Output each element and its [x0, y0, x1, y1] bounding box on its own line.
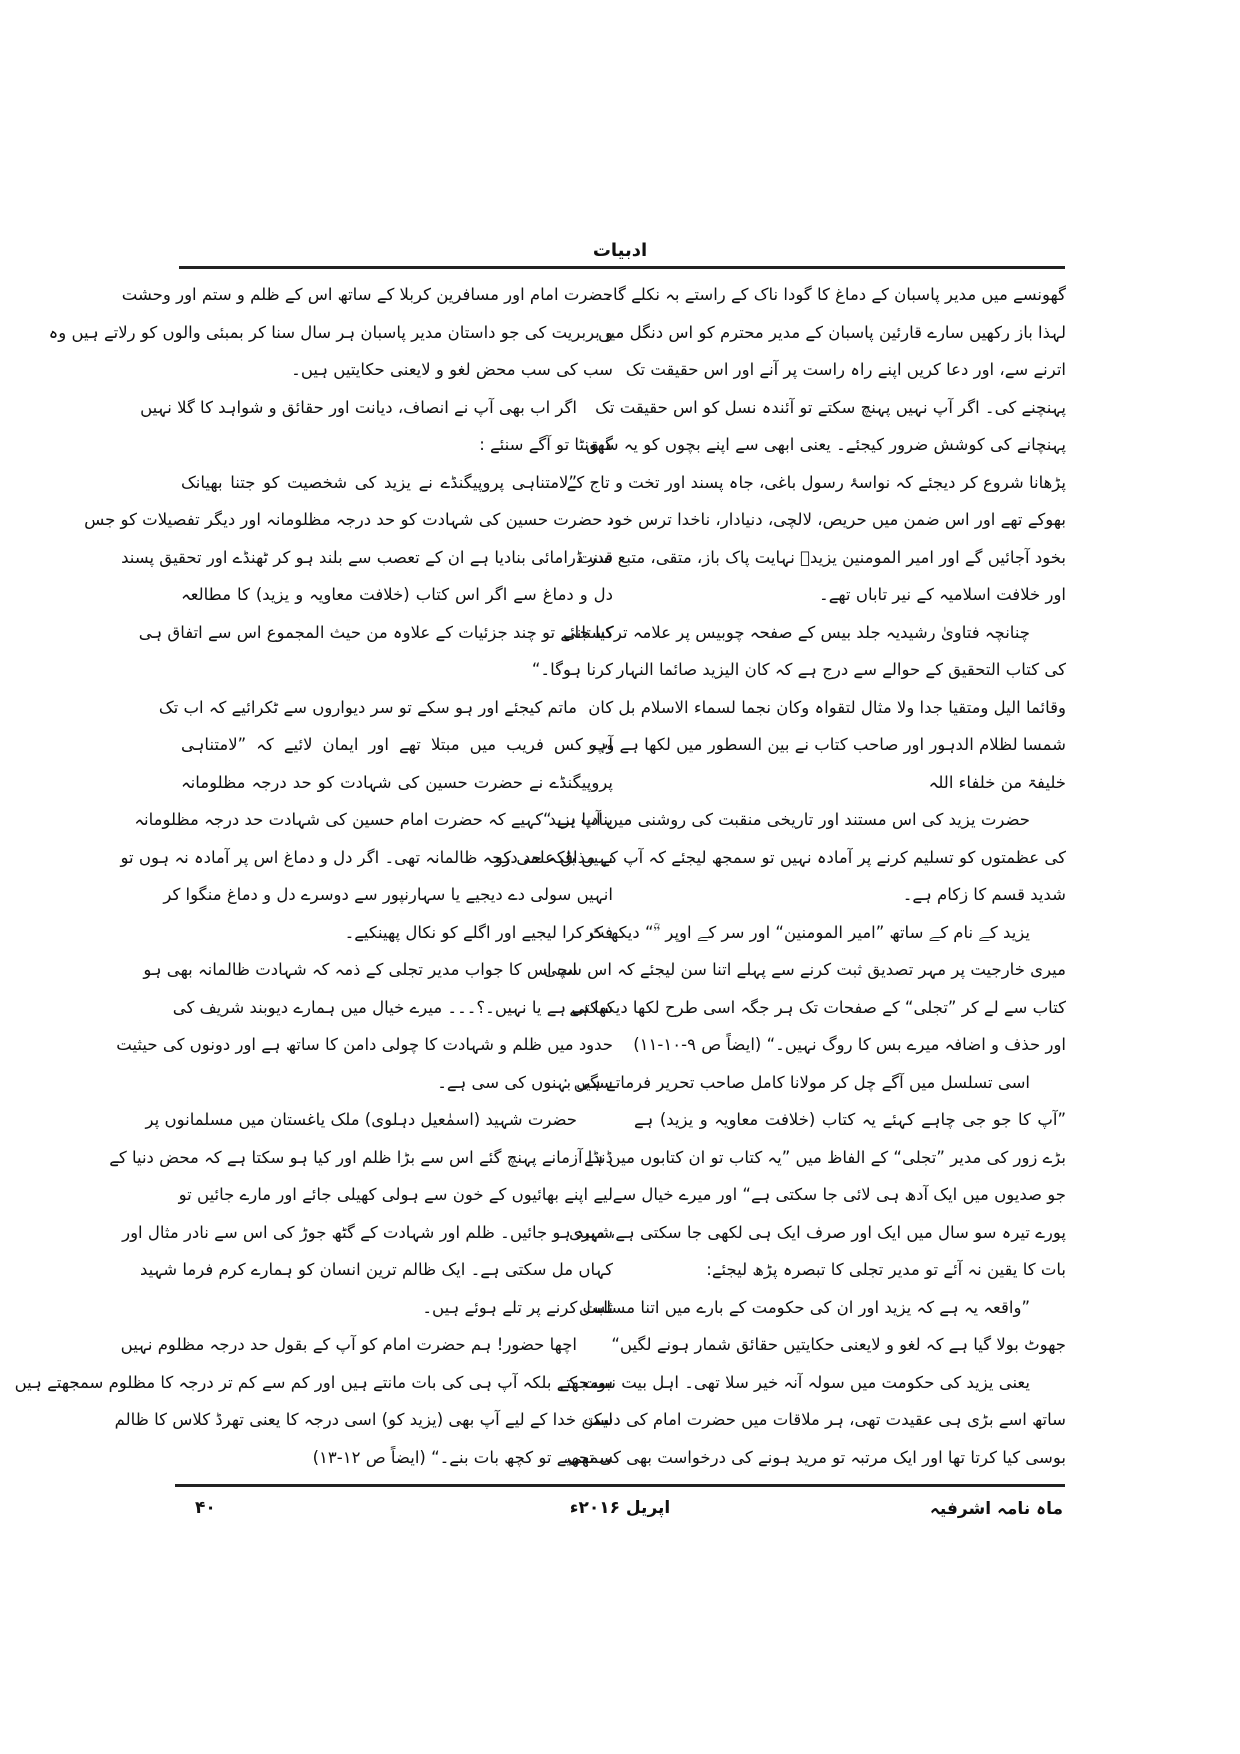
text-line: پروپیگنڈے نے حضرت حسین کی شہادت کو حد درجہ مظلومانہ: [181, 772, 613, 792]
text-line: جو صدیوں میں ایک آدھ ہی لائی جا سکتی ہے“ اور میرے خیال سے: [612, 1185, 1066, 1204]
text-line: ”لامتناہی پروپیگنڈے نے یزید کی شخصیت کو جتنا بھیانک: [181, 472, 577, 492]
paragraph: [116, 951, 613, 1101]
text-line: اترنے سے، اور دعا کریں اپنے راہ راست پر آنے اور اس حقیقت تک: [625, 360, 1066, 379]
text-line: ثابت کرنے پر تلے ہوئے ہیں۔: [422, 1297, 613, 1317]
text-line: کہاں مل سکتی ہے۔ ایک ظالم ترین انسان کو ہمارے کرم فرما شہید: [139, 1260, 613, 1279]
text-line: کی عظمتوں کو تسلیم کرنے پر آمادہ نہیں تو سمجھ لیجئے کہ آپ کے مذاق علمی کو: [494, 847, 1066, 867]
text-line: اور خلافت اسلامیہ کے نیر تاباں تھے۔: [819, 585, 1066, 604]
paragraph: [140, 389, 613, 464]
text-line: وقائما الیل ومتقیا جدا ولا مثال لتقواہ وکان نجما لسماء الاسلام بل کان: [588, 697, 1066, 717]
text-line: شہید ہو جائیں۔ ظلم اور شہادت کے گٹھ جوڑ کی اس سے نادر مثال اور: [122, 1222, 613, 1242]
footer-rule: [175, 1484, 1065, 1487]
text-line: پہنچنے کی۔ اگر آپ نہیں پہنچ سکتے تو آئندہ نسل کو اس حقیقت تک: [595, 397, 1066, 417]
text-line: بوسی کیا کرتا تھا اور ایک مرتبہ تو مرید ہونے کی درخواست بھی کی تھی،: [562, 1447, 1066, 1467]
section-title: ادبیات: [592, 240, 648, 261]
text-line: لیے اپنے بھائیوں کے خون سے ہولی کھیلی جائے اور مارے جائیں تو: [178, 1185, 613, 1204]
text-line: قدر ڈرامائی بنادیا ہے ان کے تعصب سے بلند ہو کر ٹھنڈے اور تحقیق پسند: [121, 547, 613, 567]
text-line: سب کی سب محض لغو و لایعنی حکایتیں ہیں۔: [291, 360, 613, 379]
paragraph: [494, 801, 1066, 914]
text-line: ماتم کیجئے اور ہو سکے تو سر دیواروں سے ٹکرائیے کہ اب تک: [158, 697, 577, 717]
text-line: سمجھیے تو کچھ بات بنے۔“ (ایضاً ص ۱۲-۱۳): [312, 1447, 613, 1467]
paragraph: [48, 276, 613, 389]
text-line: کرنا ہوگا۔“: [531, 660, 613, 679]
text-line: ”آپ کا جو جی چاہے کہئے یہ کتاب (خلافت معاویہ و یزید) ہے: [634, 1110, 1066, 1129]
paragraph: [562, 1064, 1066, 1102]
text-line: لیکن خدا کے لیے آپ بھی (یزید کو) اسی درجہ کا یعنی تھرڈ کلاس کا ظالم: [114, 1410, 613, 1429]
text-line: کتاب سے لے کر ”تجلی“ کے صفحات تک ہر جگہ اسی طرح لکھا دیکھا ہے: [569, 997, 1066, 1017]
text-line: سمجھتے بلکہ آپ ہی کی بات مانتے ہیں اور کم سے کم تر درجہ کا مظلوم سمجھتے ہیں: [14, 1372, 613, 1392]
text-line: حضرت شہید (اسمٰعیل دہلوی) ملک یاغستان میں مسلمانوں پر: [145, 1110, 577, 1129]
text-line: فٹ کرا لیجیے اور اگلے کو نکال پھینکیے۔: [344, 922, 613, 942]
paragraph: [14, 1326, 613, 1476]
page-number: ۴۰: [195, 1498, 216, 1518]
text-line: پہنچانے کی کوشش ضرور کیجئے۔ یعنی ابھی سے اپنے بچوں کو یہ سبق: [585, 435, 1066, 454]
text-line: اسی تسلسل میں آگے چل کر مولانا کامل صاحب تحریر فرماتے ہیں :: [562, 1072, 1030, 1092]
text-line: جھوٹ بولا گیا ہے کہ لغو و لایعنی حکایتیں حقائق شمار ہونے لگیں“: [611, 1335, 1066, 1354]
text-line: حضرت یزید کی اس مستند اور تاریخی منقبت کی روشنی میں آپ یزید: [548, 810, 1030, 829]
text-line: بنادیا ہے “کہیے کہ حضرت امام حسین کی شہادت حد درجہ مظلومانہ: [134, 810, 613, 829]
paragraph: [120, 689, 613, 952]
text-line: خلیفۃ من خلفاء اللہ: [928, 772, 1066, 792]
text-line: انہیں سولی دے دیجیے یا سہارنپور سے دوسرے دل و دماغ منگوا کر: [163, 885, 613, 904]
text-line: کیا جائے تو چند جزئیات کے علاوہ من حیث المجموع اس سے اتفاق ہی: [138, 622, 613, 642]
text-line: پورے تیرہ سو سال میں ایک اور صرف ایک ہی لکھی جا سکتی ہے، میری: [568, 1222, 1066, 1242]
paragraph: [566, 276, 1066, 614]
text-line: یزید کے نام کے ساتھ ”امیر المومنین“ اور سر کے اوپر ”ؒ“ دیکھ کر: [586, 922, 1030, 942]
text-line: و بربریت کی جو داستان مدیر پاسبان ہر سال سنا کر بمبئی والوں کو رلاتے ہیں وہ: [48, 322, 613, 342]
text-line: یعنی یزید کی حکومت میں سولہ آنہ خیر سلا تھی۔ اہل بیت نبوت کے: [559, 1372, 1030, 1392]
paragraph: [109, 1101, 613, 1326]
article-column-left: [14, 276, 613, 1476]
text-line: بخود آجائیں گے اور امیر المومنین یزیدؒ نہایت پاک باز، متقی، متبع سنت: [577, 547, 1066, 567]
text-line: دل و دماغ سے اگر اس کتاب (خلافت معاویہ و یزید) کا مطالعہ: [181, 585, 613, 604]
text-line: لہذا باز رکھیں سارے قارئین پاسبان کے مدیر محترم کو اس دنگل میں: [597, 322, 1066, 342]
paragraph: [568, 1101, 1066, 1289]
text-line: اب اس کا جواب مدیر تجلی کے ذمہ کہ شہادت ظالمانہ بھی ہو: [143, 960, 577, 979]
text-line: اگر اب بھی آپ نے انصاف، دیانت اور حقائق و شواہد کا گلا نہیں: [140, 397, 577, 417]
text-line: پڑھانا شروع کر دیجئے کہ نواسۂ رسول باغی، جاہ پسند اور تخت و تاج کے: [566, 472, 1066, 492]
text-line: بھوکے تھے اور اس ضمن میں حریص، لالچی، دنیادار، ناخدا ترس خود: [606, 510, 1066, 529]
text-line: گھونٹا تو آگے سنئے :: [479, 435, 613, 454]
text-line: میری خارجیت پر مہر تصدیق ثبت کرنے سے پہلے اتنا سن لیجئے کہ اس سچی: [543, 960, 1066, 979]
magazine-name: ماہ نامہ اشرفیہ: [929, 1499, 1063, 1519]
paragraph: [543, 914, 1066, 1064]
text-line: ڈنڈا آزمانے پہنچ گئے اس سے بڑا ظلم اور کیا ہو سکتا ہے کہ محض دنیا کے: [109, 1147, 613, 1167]
text-line: اور حذف و اضافہ میرے بس کا روگ نہیں۔“ (ایضاً ص ۹-۱۰-۱۱): [633, 1035, 1066, 1054]
text-line: کی کتاب التحقیق کے حوالے سے درج ہے کہ کان الیزید صائما النہار: [616, 660, 1066, 679]
text-line: حضرت امام اور مسافرین کربلا کے ساتھ اس کے ظلم و ستم اور وحشت: [121, 285, 613, 304]
text-line: گھونسے میں مدیر پاسبان کے دماغ کا گودا ناک کے راستے بہ نکلے گا۔: [603, 285, 1066, 304]
text-line: اچھا حضور! ہم حضرت امام کو آپ کے بقول حد درجہ مظلوم نہیں: [120, 1335, 577, 1354]
issue-date: اپریل ۲۰۱۶ء: [569, 1498, 671, 1518]
paragraph: [559, 1364, 1066, 1477]
text-line: شدید قسم کا زکام ہے۔: [902, 885, 1066, 904]
text-line: نہیں بلکہ حد درجہ ظالمانہ تھی۔ اگر دل و دماغ اس پر آمادہ نہ ہوں تو: [120, 847, 613, 867]
text-line: شمسا لظلام الدہور اور صاحب کتاب نے بین السطور میں لکھا ہے وہو: [588, 735, 1066, 754]
text-line: ”واقعہ یہ ہے کہ یزید اور ان کی حکومت کے بارے میں اتنا مسلسل: [578, 1297, 1030, 1317]
text-line: ساتھ اسے بڑی ہی عقیدت تھی، ہر ملاقات میں حضرت امام کی دست: [583, 1410, 1066, 1429]
paragraph: [578, 1289, 1066, 1364]
header-rule: [179, 266, 1065, 269]
text-line: ، حضرت حسین کی شہادت کو حد درجہ مظلومانہ اور دیگر تفصیلات کو جس: [84, 510, 613, 529]
text-line: سکتی ہے یا نہیں۔؟۔۔۔ میرے خیال میں ہمارے دیوبند شریف کی: [172, 997, 613, 1017]
text-line: آپ کس فریب میں مبتلا تھے اور ایمان لائیے کہ ”لامتناہی: [181, 735, 613, 754]
text-line: بڑے زور کی مدیر ”تجلی“ کے الفاظ میں ”یہ کتاب تو ان کتابوں میں ہے: [583, 1147, 1066, 1167]
text-line: بات کا یقین نہ آئے تو مدیر تجلی کا تبصرہ پڑھ لیجئے:: [706, 1260, 1066, 1279]
text-line: حدود میں ظلم و شہادت کا چولی دامن کا ساتھ ہے اور دونوں کی حیثیت: [116, 1035, 613, 1054]
text-line: سگی بہنوں کی سی ہے۔: [437, 1072, 613, 1092]
text-line: چنانچہ فتاویٰ رشیدیہ جلد بیس کے صفحہ چوبیس پر علامہ ترکستانی: [562, 622, 1030, 642]
paragraph: [84, 464, 613, 689]
